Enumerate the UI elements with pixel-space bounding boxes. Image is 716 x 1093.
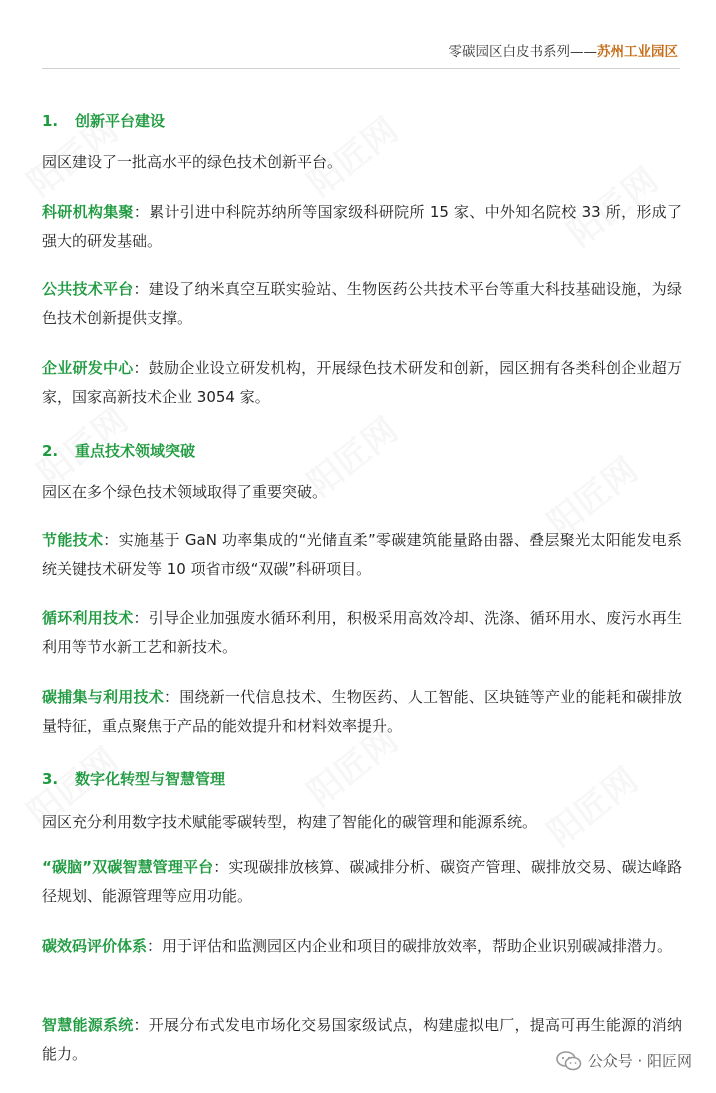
section-intro: 园区在多个绿色技术领域取得了重要突破。 [42, 483, 328, 501]
watermark [536, 754, 647, 855]
list-item: 碳捕集与利用技术：围绕新一代信息技术、生物医药、人工智能、区块链等产业的能耗和碳排放量特征，重点聚焦于产品的能效提升和材料效率提升。 [42, 688, 682, 735]
header-park: 苏州工业园区 [597, 44, 678, 60]
wechat-footer[interactable] [556, 1050, 692, 1071]
list-item: 节能技术：实施基于 GaN 功率集成的“光储直柔”零碳建筑能量路由器、叠层聚光太阳能发电系统关键技术研发等 10 项省市级“双碳”科研项目。 [42, 531, 682, 578]
wechat-icon [556, 1051, 582, 1071]
section-heading: 1. 创新平台建设 [42, 112, 166, 130]
section-intro: 园区建设了一批高水平的绿色技术创新平台。 [42, 153, 343, 171]
list-item: “碳脑”双碳智慧管理平台：实现碳排放核算、碳减排分析、碳资产管理、碳排放交易、碳达峰路径规划、能源管理等应用功能。 [42, 858, 682, 905]
list-item: 智慧能源系统：开展分布式发电市场化交易国家级试点，构建虚拟电厂，提高可再生能源的消纳能力。 [42, 1016, 682, 1063]
header-series: 零碳园区白皮书系列—— [448, 44, 597, 60]
list-item: 科研机构集聚：累计引进中科院苏纳所等国家级科研院所 15 家、中外知名院校 33 所，形成了强大的研发基础。 [42, 203, 682, 250]
section-intro: 园区充分利用数字技术赋能零碳转型，构建了智能化的碳管理和能源系统。 [42, 813, 538, 831]
section-heading: 3. 数字化转型与智慧管理 [42, 770, 226, 788]
page-header [449, 40, 679, 60]
header-divider [42, 68, 680, 69]
list-item: 企业研发中心：鼓励企业设立研发机构，开展绿色技术研发和创新，园区拥有各类科创企业超万家，国家高新技术企业 3054 家。 [42, 359, 682, 406]
list-item: 碳效码评价体系：用于评估和监测园区内企业和项目的碳排放效率，帮助企业识别碳减排潜力。 [42, 937, 673, 955]
list-item: 循环利用技术：引导企业加强废水循环利用，积极采用高效冷却、洗涤、循环用水、废污水再生利用等节水新工艺和新技术。 [42, 609, 682, 656]
footer-text: 公众号 · 阳匠网 [587, 1052, 692, 1070]
list-item: 公共技术平台：建设了纳米真空互联实验站、生物医药公共技术平台等重大科技基础设施，为绿色技术创新提供支撑。 [42, 280, 682, 327]
section-heading: 2. 重点技术领域突破 [42, 442, 196, 460]
